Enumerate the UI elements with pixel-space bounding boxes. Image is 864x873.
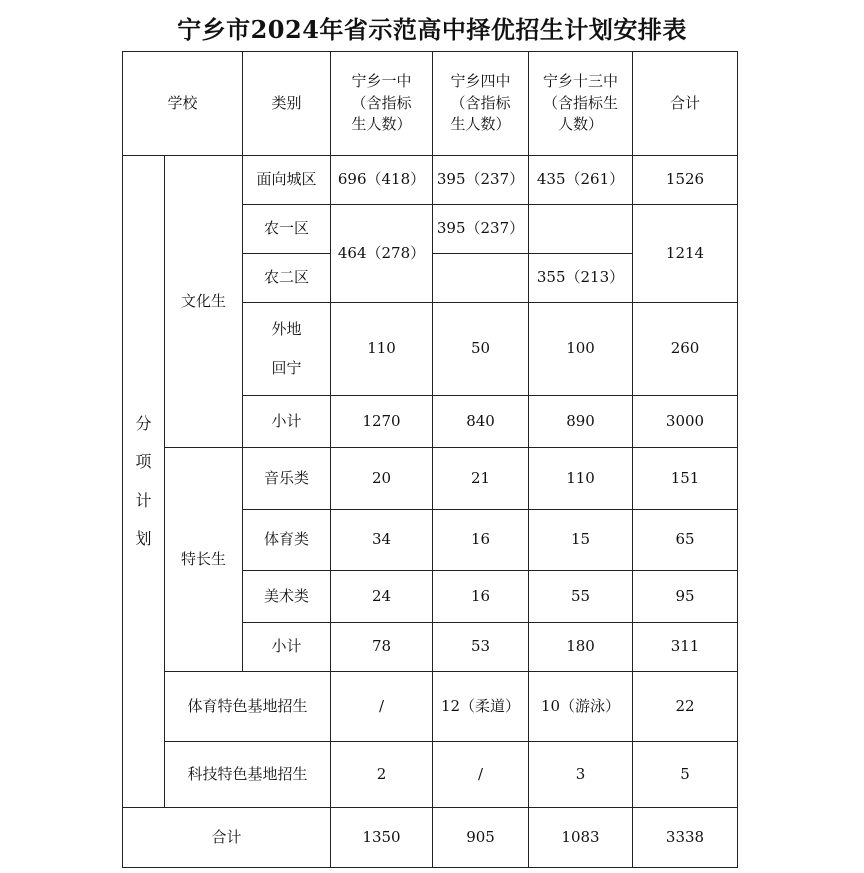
cell: 21 xyxy=(433,448,529,510)
header-col3: 宁乡十三中 （含指标生 人数） xyxy=(529,52,633,156)
cell: 395（237） xyxy=(433,205,529,254)
cell: 1270 xyxy=(331,396,433,448)
cell: 1350 xyxy=(331,808,433,868)
row-label-rural1: 农一区 xyxy=(243,205,331,254)
cell-total: 1526 xyxy=(633,156,738,205)
cell: 890 xyxy=(529,396,633,448)
row-label-returnees: 外地 回宁 xyxy=(243,303,331,396)
cell: 110 xyxy=(331,303,433,396)
group-label-subitem-plan: 分 项 计 划 xyxy=(123,156,165,808)
cell: 16 xyxy=(433,510,529,571)
cell: 16 xyxy=(433,571,529,623)
row-label-sports: 体育类 xyxy=(243,510,331,571)
cell-total: 95 xyxy=(633,571,738,623)
header-total: 合计 xyxy=(633,52,738,156)
cell: 20 xyxy=(331,448,433,510)
culture-label: 文化生 xyxy=(165,156,243,448)
cell: 2 xyxy=(331,742,433,808)
cell-rural-total: 1214 xyxy=(633,205,738,303)
cell-total: 22 xyxy=(633,672,738,742)
cell: 435（261） xyxy=(529,156,633,205)
header-category: 类别 xyxy=(243,52,331,156)
row-label-tech-base: 科技特色基地招生 xyxy=(165,742,331,808)
cell-total: 65 xyxy=(633,510,738,571)
cell: 840 xyxy=(433,396,529,448)
cell: 696（418） xyxy=(331,156,433,205)
cell-empty xyxy=(529,205,633,254)
cell: 15 xyxy=(529,510,633,571)
cell: 50 xyxy=(433,303,529,396)
cell: 78 xyxy=(331,623,433,672)
cell: 10（游泳） xyxy=(529,672,633,742)
cell: 180 xyxy=(529,623,633,672)
cell: 100 xyxy=(529,303,633,396)
cell-empty xyxy=(433,254,529,303)
cell: 1083 xyxy=(529,808,633,868)
row-label-art: 美术类 xyxy=(243,571,331,623)
cell: / xyxy=(331,672,433,742)
row-label-music: 音乐类 xyxy=(243,448,331,510)
cell-rural-v1: 464（278） xyxy=(331,205,433,303)
cell: 395（237） xyxy=(433,156,529,205)
row-label-urban: 面向城区 xyxy=(243,156,331,205)
cell: 53 xyxy=(433,623,529,672)
specialty-label: 特长生 xyxy=(165,448,243,672)
cell: 110 xyxy=(529,448,633,510)
header-col2: 宁乡四中 （含指标 生人数） xyxy=(433,52,529,156)
page-title: 宁乡市2024年省示范高中择优招生计划安排表 xyxy=(177,15,687,44)
header-col1: 宁乡一中 （含指标 生人数） xyxy=(331,52,433,156)
cell: 34 xyxy=(331,510,433,571)
row-label-specialty-subtotal: 小计 xyxy=(243,623,331,672)
cell-total: 260 xyxy=(633,303,738,396)
enrollment-plan-table xyxy=(122,51,738,868)
cell-total: 311 xyxy=(633,623,738,672)
row-label-sports-base: 体育特色基地招生 xyxy=(165,672,331,742)
cell: 24 xyxy=(331,571,433,623)
cell: 355（213） xyxy=(529,254,633,303)
cell-total: 3000 xyxy=(633,396,738,448)
header-school: 学校 xyxy=(123,52,243,156)
cell: 3 xyxy=(529,742,633,808)
cell-total: 151 xyxy=(633,448,738,510)
cell-total: 5 xyxy=(633,742,738,808)
cell: / xyxy=(433,742,529,808)
row-label-rural2: 农二区 xyxy=(243,254,331,303)
cell-total: 3338 xyxy=(633,808,738,868)
row-label-culture-subtotal: 小计 xyxy=(243,396,331,448)
cell: 12（柔道） xyxy=(433,672,529,742)
row-label-grand-total: 合计 xyxy=(123,808,331,868)
cell: 905 xyxy=(433,808,529,868)
cell: 55 xyxy=(529,571,633,623)
